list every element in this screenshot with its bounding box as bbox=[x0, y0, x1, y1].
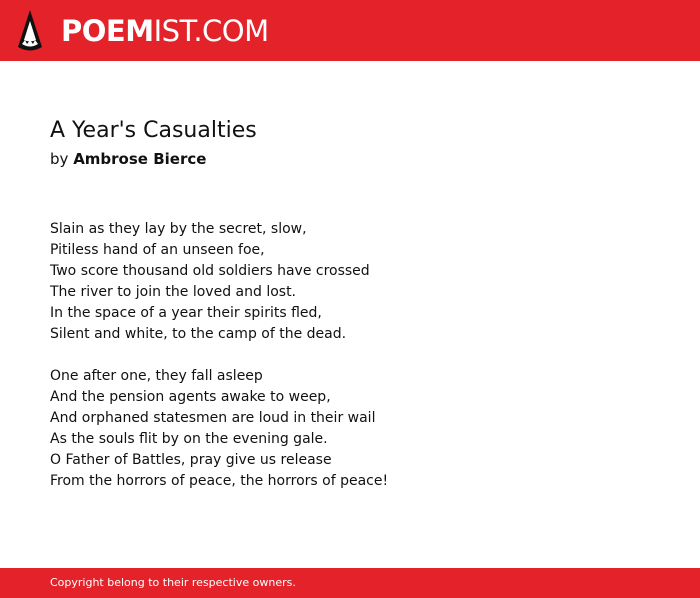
stanza bbox=[50, 219, 388, 345]
poem-line: Two score thousand old soldiers have crossed bbox=[50, 263, 370, 279]
poem-line: The river to join the loved and lost. bbox=[50, 284, 297, 300]
poem-line: O Father of Battles, pray give us release bbox=[50, 452, 332, 468]
pencil-icon[interactable] bbox=[17, 9, 43, 52]
copyright-text: Copyright belong to their respective owners. bbox=[50, 576, 296, 589]
poem-line: And orphaned statesmen are loud in their wail bbox=[50, 410, 376, 426]
poem-body bbox=[50, 219, 388, 513]
poem-line: Pitiless hand of an unseen foe, bbox=[50, 242, 265, 258]
poem-line: From the horrors of peace, the horrors of peace! bbox=[50, 473, 389, 489]
logo-bold-text: POEM bbox=[61, 14, 154, 48]
poem-title: A Year's Casualties bbox=[50, 118, 257, 143]
poem-line: As the souls flit by on the evening gale. bbox=[50, 431, 328, 447]
author-name: Ambrose Bierce bbox=[73, 150, 207, 168]
byline bbox=[50, 148, 206, 170]
poem-line: In the space of a year their spirits fled, bbox=[50, 305, 322, 321]
site-header bbox=[0, 0, 700, 61]
logo-light-text: IST.COM bbox=[153, 14, 269, 48]
poem-line: Silent and white, to the camp of the dead. bbox=[50, 326, 347, 342]
poem-line: And the pension agents awake to weep, bbox=[50, 389, 331, 405]
poem-line: One after one, they fall asleep bbox=[50, 368, 263, 384]
site-footer bbox=[0, 568, 700, 598]
by-label: by bbox=[50, 150, 69, 168]
site-logo[interactable] bbox=[61, 12, 269, 50]
poem-line: Slain as they lay by the secret, slow, bbox=[50, 221, 307, 237]
stanza bbox=[50, 366, 388, 492]
